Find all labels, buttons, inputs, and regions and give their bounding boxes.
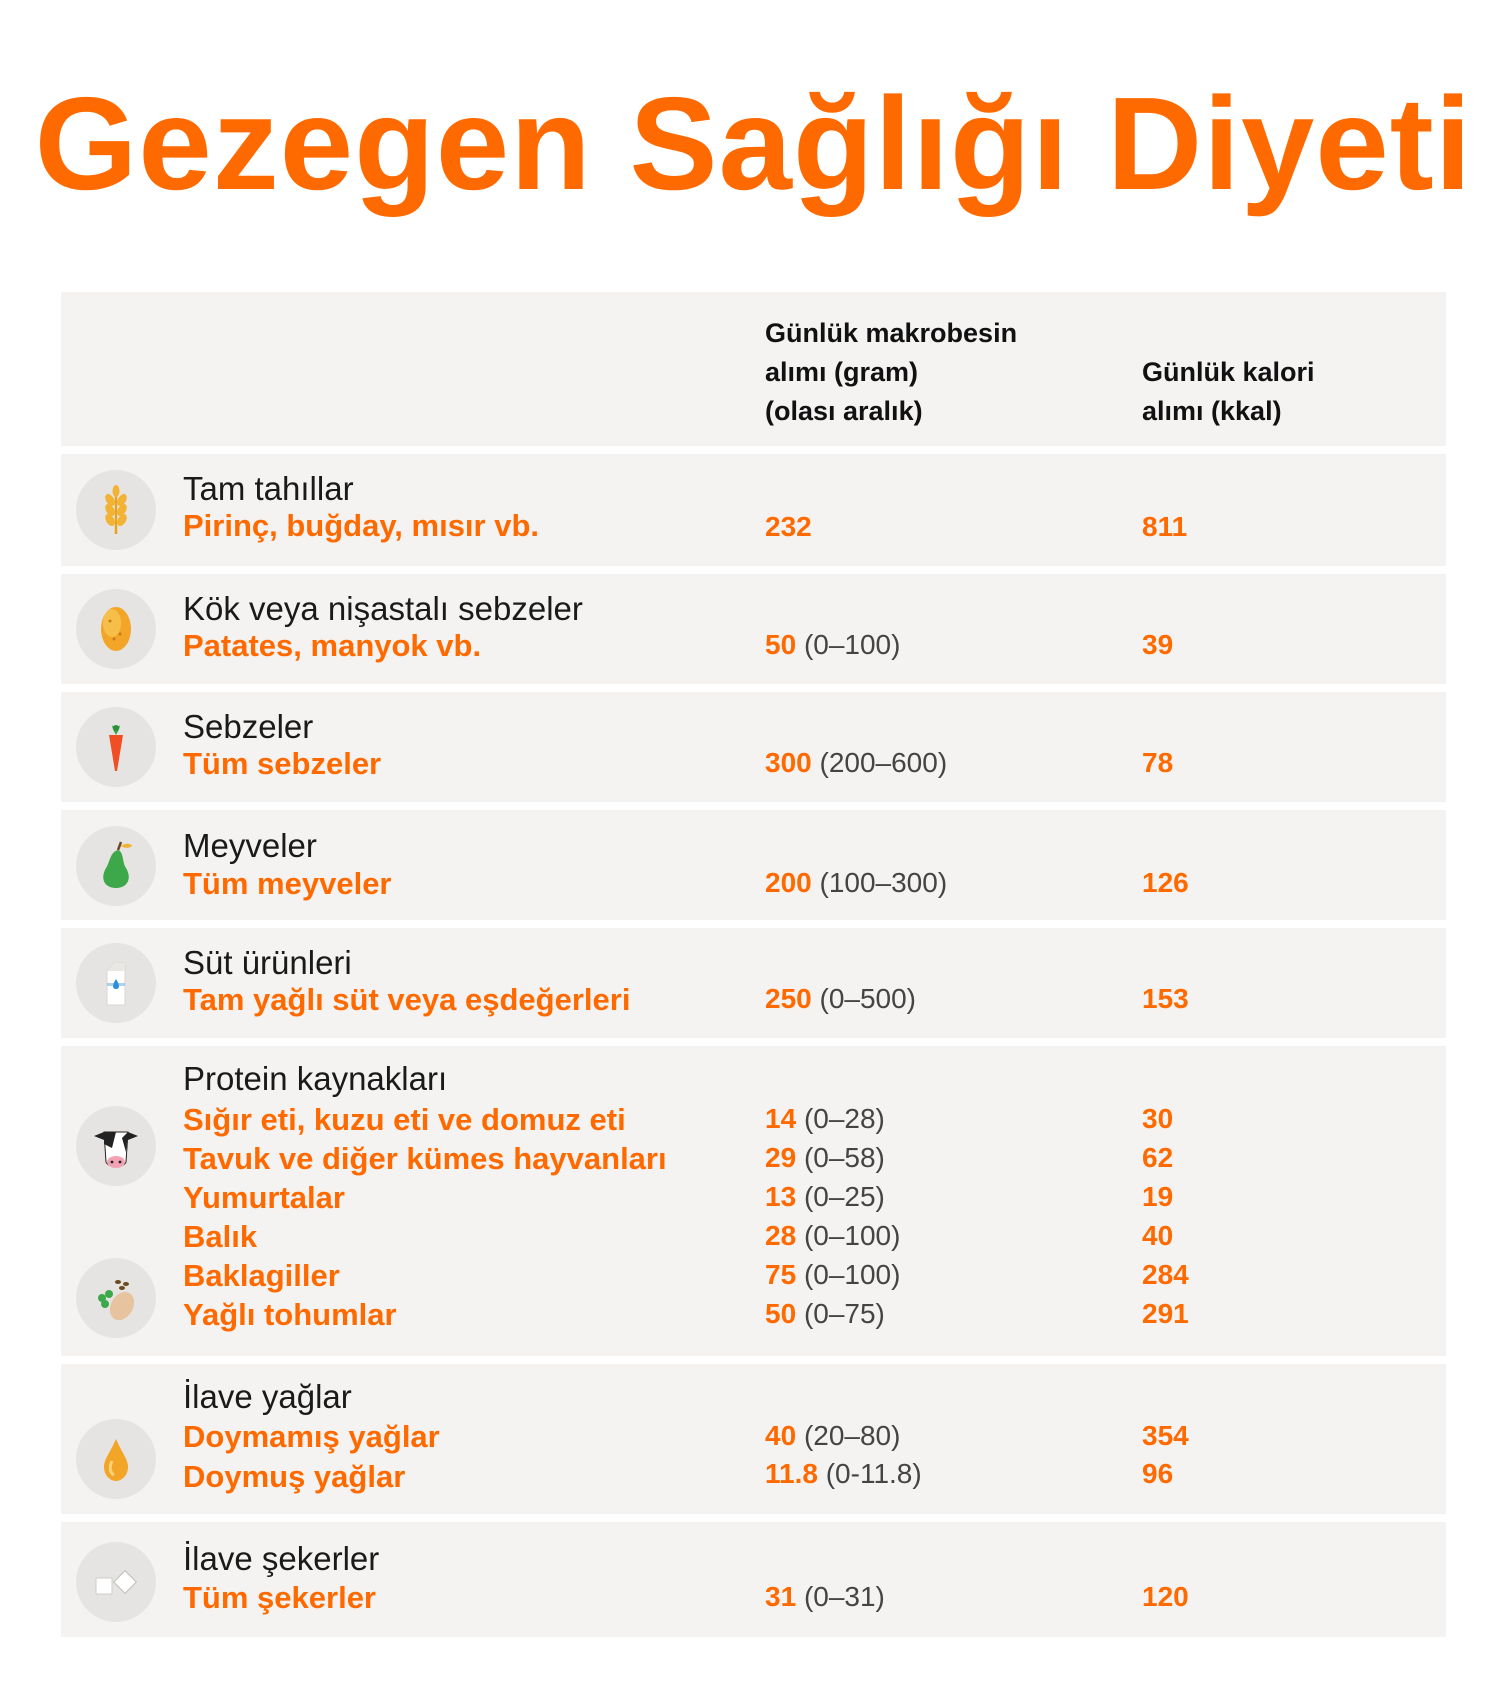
list-item <box>61 628 1446 666</box>
item-kcal: 811 <box>1142 511 1188 542</box>
grams-value: 250 <box>765 983 812 1014</box>
item-name: Doymamış yağlar <box>183 1419 440 1454</box>
grams-value: 232 <box>765 511 812 542</box>
list-item <box>61 1580 1446 1618</box>
grams-range: (0–31) <box>803 1581 885 1612</box>
grams-range: (20–80) <box>803 1420 901 1451</box>
item-name: Tüm şekerler <box>183 1580 376 1615</box>
category-label: Protein kaynakları <box>183 1060 448 1097</box>
item-name: Pirinç, buğday, mısır vb. <box>183 508 540 543</box>
grams-range: (0–25) <box>803 1181 885 1212</box>
grams-value: 300 <box>765 747 812 778</box>
list-item <box>61 1297 1446 1335</box>
item-grams <box>765 511 812 543</box>
grams-value: 75 <box>765 1259 797 1290</box>
category-label: İlave yağlar <box>183 1378 352 1415</box>
table-row-protein <box>61 1046 1446 1356</box>
item-kcal: 30 <box>1142 1103 1174 1134</box>
item-grams <box>765 1298 885 1330</box>
grams-range: (0–100) <box>803 1259 901 1290</box>
table-row-fruits <box>61 810 1446 920</box>
item-kcal: 96 <box>1142 1458 1174 1489</box>
item-grams <box>765 1420 900 1452</box>
table-header <box>61 292 1446 446</box>
item-grams <box>765 747 947 779</box>
list-item <box>61 508 1446 546</box>
grams-range: (0–75) <box>803 1298 885 1329</box>
table-row-whole-grains <box>61 454 1446 566</box>
grams-value: 50 <box>765 1298 797 1329</box>
item-grams <box>765 1181 885 1213</box>
item-kcal: 126 <box>1142 867 1189 898</box>
grams-value: 29 <box>765 1142 797 1173</box>
table-row-starchy-vegetables <box>61 574 1446 684</box>
list-item <box>61 746 1446 784</box>
item-kcal: 78 <box>1142 747 1174 778</box>
list-item <box>61 1258 1446 1296</box>
item-grams <box>765 1220 900 1252</box>
item-name: Patates, manyok vb. <box>183 628 482 663</box>
list-item <box>61 866 1446 904</box>
diet-table <box>61 292 1446 1645</box>
category-label: İlave şekerler <box>183 1540 380 1577</box>
list-item <box>61 1102 1446 1140</box>
column-header-grams: Günlük makrobesin alımı (gram) (olası aralık) <box>765 318 1018 426</box>
category-label: Meyveler <box>183 827 317 864</box>
item-grams <box>765 629 900 661</box>
item-grams <box>765 1581 885 1613</box>
item-name: Balık <box>183 1219 258 1254</box>
category-label: Süt ürünleri <box>183 944 352 981</box>
table-row-dairy <box>61 928 1446 1038</box>
item-name: Tüm meyveler <box>183 866 392 901</box>
category-label: Sebzeler <box>183 708 314 745</box>
page-title: Gezegen Sağlığı Diyeti <box>34 70 1473 217</box>
item-kcal: 120 <box>1142 1581 1189 1612</box>
grams-value: 200 <box>765 867 812 898</box>
item-kcal: 62 <box>1142 1142 1174 1173</box>
item-name: Yağlı tohumlar <box>183 1297 397 1332</box>
category-label: Tam tahıllar <box>183 470 354 507</box>
item-grams <box>765 1458 922 1490</box>
item-name: Doymuş yağlar <box>183 1459 406 1494</box>
item-name: Sığır eti, kuzu eti ve domuz eti <box>183 1102 626 1137</box>
item-name: Baklagiller <box>183 1258 340 1293</box>
grams-range: (0–500) <box>819 983 917 1014</box>
list-item <box>61 1141 1446 1179</box>
item-kcal: 40 <box>1142 1220 1174 1251</box>
item-kcal: 291 <box>1142 1298 1189 1329</box>
item-name: Tam yağlı süt veya eşdeğerleri <box>183 982 631 1017</box>
table-row-added-sugars <box>61 1522 1446 1637</box>
item-kcal: 354 <box>1142 1420 1189 1451</box>
item-kcal: 19 <box>1142 1181 1174 1212</box>
list-item <box>61 1180 1446 1218</box>
table-row-vegetables <box>61 692 1446 802</box>
item-name: Tüm sebzeler <box>183 746 382 781</box>
grams-value: 50 <box>765 629 797 660</box>
category-label: Kök veya nişastalı sebzeler <box>183 590 583 627</box>
grams-range: (200–600) <box>819 747 948 778</box>
list-item <box>61 1419 1446 1457</box>
item-grams <box>765 867 947 899</box>
item-kcal: 39 <box>1142 629 1174 660</box>
item-kcal: 284 <box>1142 1259 1189 1290</box>
item-kcal: 153 <box>1142 983 1189 1014</box>
grams-range: (0–28) <box>803 1103 885 1134</box>
item-grams <box>765 983 916 1015</box>
grams-range: (0-11.8) <box>825 1458 922 1489</box>
item-grams <box>765 1142 885 1174</box>
item-grams <box>765 1259 900 1291</box>
list-item <box>61 982 1446 1020</box>
grams-value: 31 <box>765 1581 797 1612</box>
grams-value: 14 <box>765 1103 797 1134</box>
grams-range: (0–100) <box>803 1220 901 1251</box>
item-name: Yumurtalar <box>183 1180 345 1215</box>
grams-range: (100–300) <box>819 867 948 898</box>
grams-value: 28 <box>765 1220 797 1251</box>
item-name: Tavuk ve diğer kümes hayvanları <box>183 1141 667 1176</box>
grams-value: 11.8 <box>765 1458 818 1489</box>
grams-value: 13 <box>765 1181 797 1212</box>
list-item <box>61 1219 1446 1257</box>
grams-value: 40 <box>765 1420 797 1451</box>
item-grams <box>765 1103 885 1135</box>
list-item <box>61 1459 1446 1497</box>
column-header-kcal: Günlük kalori alımı (kkal) <box>1142 357 1315 426</box>
grams-range: (0–100) <box>803 629 901 660</box>
table-row-added-fats <box>61 1364 1446 1514</box>
grams-range: (0–58) <box>803 1142 885 1173</box>
